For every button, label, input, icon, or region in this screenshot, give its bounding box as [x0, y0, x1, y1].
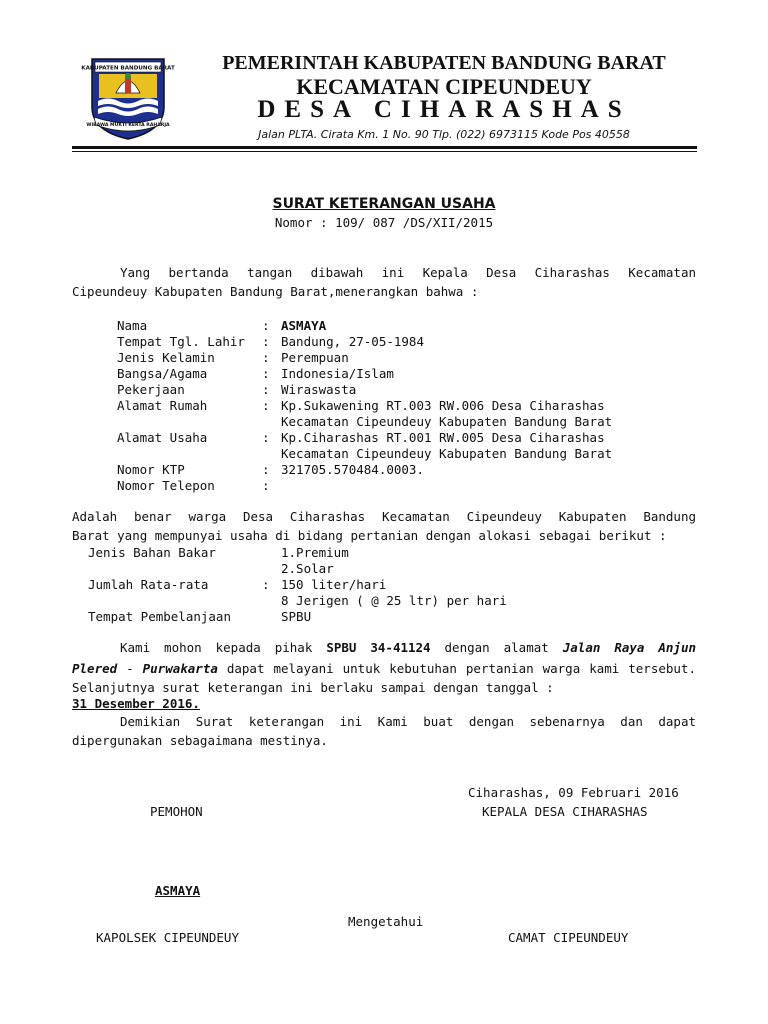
field-value-name: ASMAYA: [281, 318, 327, 333]
field-value-business-address: Kp.Ciharashas RT.001 RW.005 Desa Ciharashas: [281, 430, 605, 445]
logo-top-text: KABUPATEN BANDUNG BARAT: [81, 65, 175, 72]
subdistrict-head-title: CAMAT CIPEUNDEUY: [508, 930, 629, 945]
field-label-nationality: Bangsa/Agama: [117, 366, 208, 381]
header-rule-thick: [72, 146, 697, 149]
statement-line-1: Adalah benar warga Desa Ciharashas Kecamatan Cipeundeuy Kabupaten Bandung: [72, 509, 696, 524]
field-colon: :: [262, 334, 270, 349]
intro-line-1: Yang bertanda tangan dibawah ini Kepala Desa Ciharashas Kecamatan: [120, 265, 696, 280]
field-label-gender: Jenis Kelamin: [117, 350, 215, 365]
acknowledged-label: Mengetahui: [348, 914, 424, 929]
field-label-phone: Nomor Telepon: [117, 478, 215, 493]
request-dash: -: [126, 661, 134, 676]
field-label-occupation: Pekerjaan: [117, 382, 185, 397]
field-colon: :: [262, 478, 270, 493]
field-colon: :: [262, 350, 270, 365]
request-line-2: [72, 659, 696, 679]
police-chief-title: KAPOLSEK CIPEUNDEUY: [96, 930, 239, 945]
header-rule-thin: [72, 151, 697, 152]
alloc-label-average: Jumlah Rata-rata: [88, 577, 209, 592]
field-label-business-address: Alamat Usaha: [117, 430, 208, 445]
statement-line-2: Barat yang mempunyai usaha di bidang pertanian dengan alokasi sebagai berikut :: [72, 528, 667, 543]
request-address-3: Purwakarta: [142, 661, 218, 676]
request-text-2: dengan alamat: [444, 640, 549, 655]
request-text-3: dapat melayani untuk kebutuhan pertanian warga kami tersebut.: [226, 661, 696, 676]
letter-title: SURAT KETERANGAN USAHA: [272, 196, 496, 212]
field-colon: :: [262, 462, 270, 477]
field-colon: :: [262, 398, 270, 413]
request-line-1: [72, 638, 696, 658]
header-address: Jalan PLTA. Cirata Km. 1 No. 90 Tlp. (022) 6973115 Kode Pos 40558: [258, 128, 630, 141]
request-spbu-number: SPBU 34-41124: [326, 640, 431, 655]
alloc-value-place: SPBU: [281, 609, 312, 624]
request-line-3: Selanjutnya surat keterangan ini berlaku sampai dengan tanggal :: [72, 680, 554, 695]
letter-number: Nomor : 109/ 087 /DS/XII/2015: [274, 215, 494, 230]
field-value-home-address-2: Kecamatan Cipeundeuy Kabupaten Bandung Barat: [281, 414, 613, 429]
logo-motto-text: WIBAWA MUKTI KERTA RAHARJA: [86, 123, 170, 128]
field-colon: :: [262, 366, 270, 381]
field-value-business-address-2: Kecamatan Cipeundeuy Kabupaten Bandung Barat: [281, 446, 613, 461]
alloc-value-fuel-1: 1.Premium: [281, 545, 349, 560]
alloc-label-fuel: Jenis Bahan Bakar: [88, 545, 216, 560]
request-text-1: Kami mohon kepada pihak: [120, 640, 313, 655]
applicant-name: ASMAYA: [155, 883, 201, 898]
header-government: PEMERINTAH KABUPATEN BANDUNG BARAT: [222, 52, 666, 74]
alloc-value-fuel-2: 2.Solar: [281, 561, 334, 576]
request-address-1: Jalan Raya Anjun: [562, 640, 697, 655]
alloc-value-average-2: 8 Jerigen ( @ 25 ltr) per hari: [281, 593, 507, 608]
field-label-home-address: Alamat Rumah: [117, 398, 208, 413]
field-label-birth: Tempat Tgl. Lahir: [117, 334, 245, 349]
header-village: DESA CIHARASHAS: [257, 96, 631, 123]
field-value-gender: Perempuan: [281, 350, 349, 365]
field-value-home-address: Kp.Sukawening RT.003 RW.006 Desa Ciharashas: [281, 398, 605, 413]
closing-line-1: Demikian Surat keterangan ini Kami buat dengan sebenarnya dan dapat: [120, 714, 696, 729]
field-label-ktp: Nomor KTP: [117, 462, 185, 477]
field-colon: :: [262, 382, 270, 397]
closing-line-2: dipergunakan sebagaimana mestinya.: [72, 733, 328, 748]
field-value-occupation: Wiraswasta: [281, 382, 357, 397]
village-head-title: KEPALA DESA CIHARASHAS: [482, 804, 648, 819]
applicant-title: PEMOHON: [150, 804, 203, 819]
header-district: KECAMATAN CIPEUNDEUY: [296, 74, 592, 99]
field-colon: :: [262, 430, 270, 445]
intro-line-2: Cipeundeuy Kabupaten Bandung Barat,menerangkan bahwa :: [72, 284, 479, 299]
alloc-label-place: Tempat Pembelanjaan: [88, 609, 231, 624]
field-label-name: Nama: [117, 318, 148, 333]
place-date: Ciharashas, 09 Februari 2016: [468, 785, 679, 800]
alloc-value-average-1: 150 liter/hari: [281, 577, 387, 592]
field-value-birth: Bandung, 27-05-1984: [281, 334, 424, 349]
valid-until-date: 31 Desember 2016.: [72, 696, 200, 711]
field-colon: :: [262, 318, 270, 333]
alloc-colon: :: [262, 577, 270, 592]
request-address-2: Plered: [72, 661, 118, 676]
field-value-ktp: 321705.570484.0003.: [281, 462, 424, 477]
field-value-nationality: Indonesia/Islam: [281, 366, 394, 381]
